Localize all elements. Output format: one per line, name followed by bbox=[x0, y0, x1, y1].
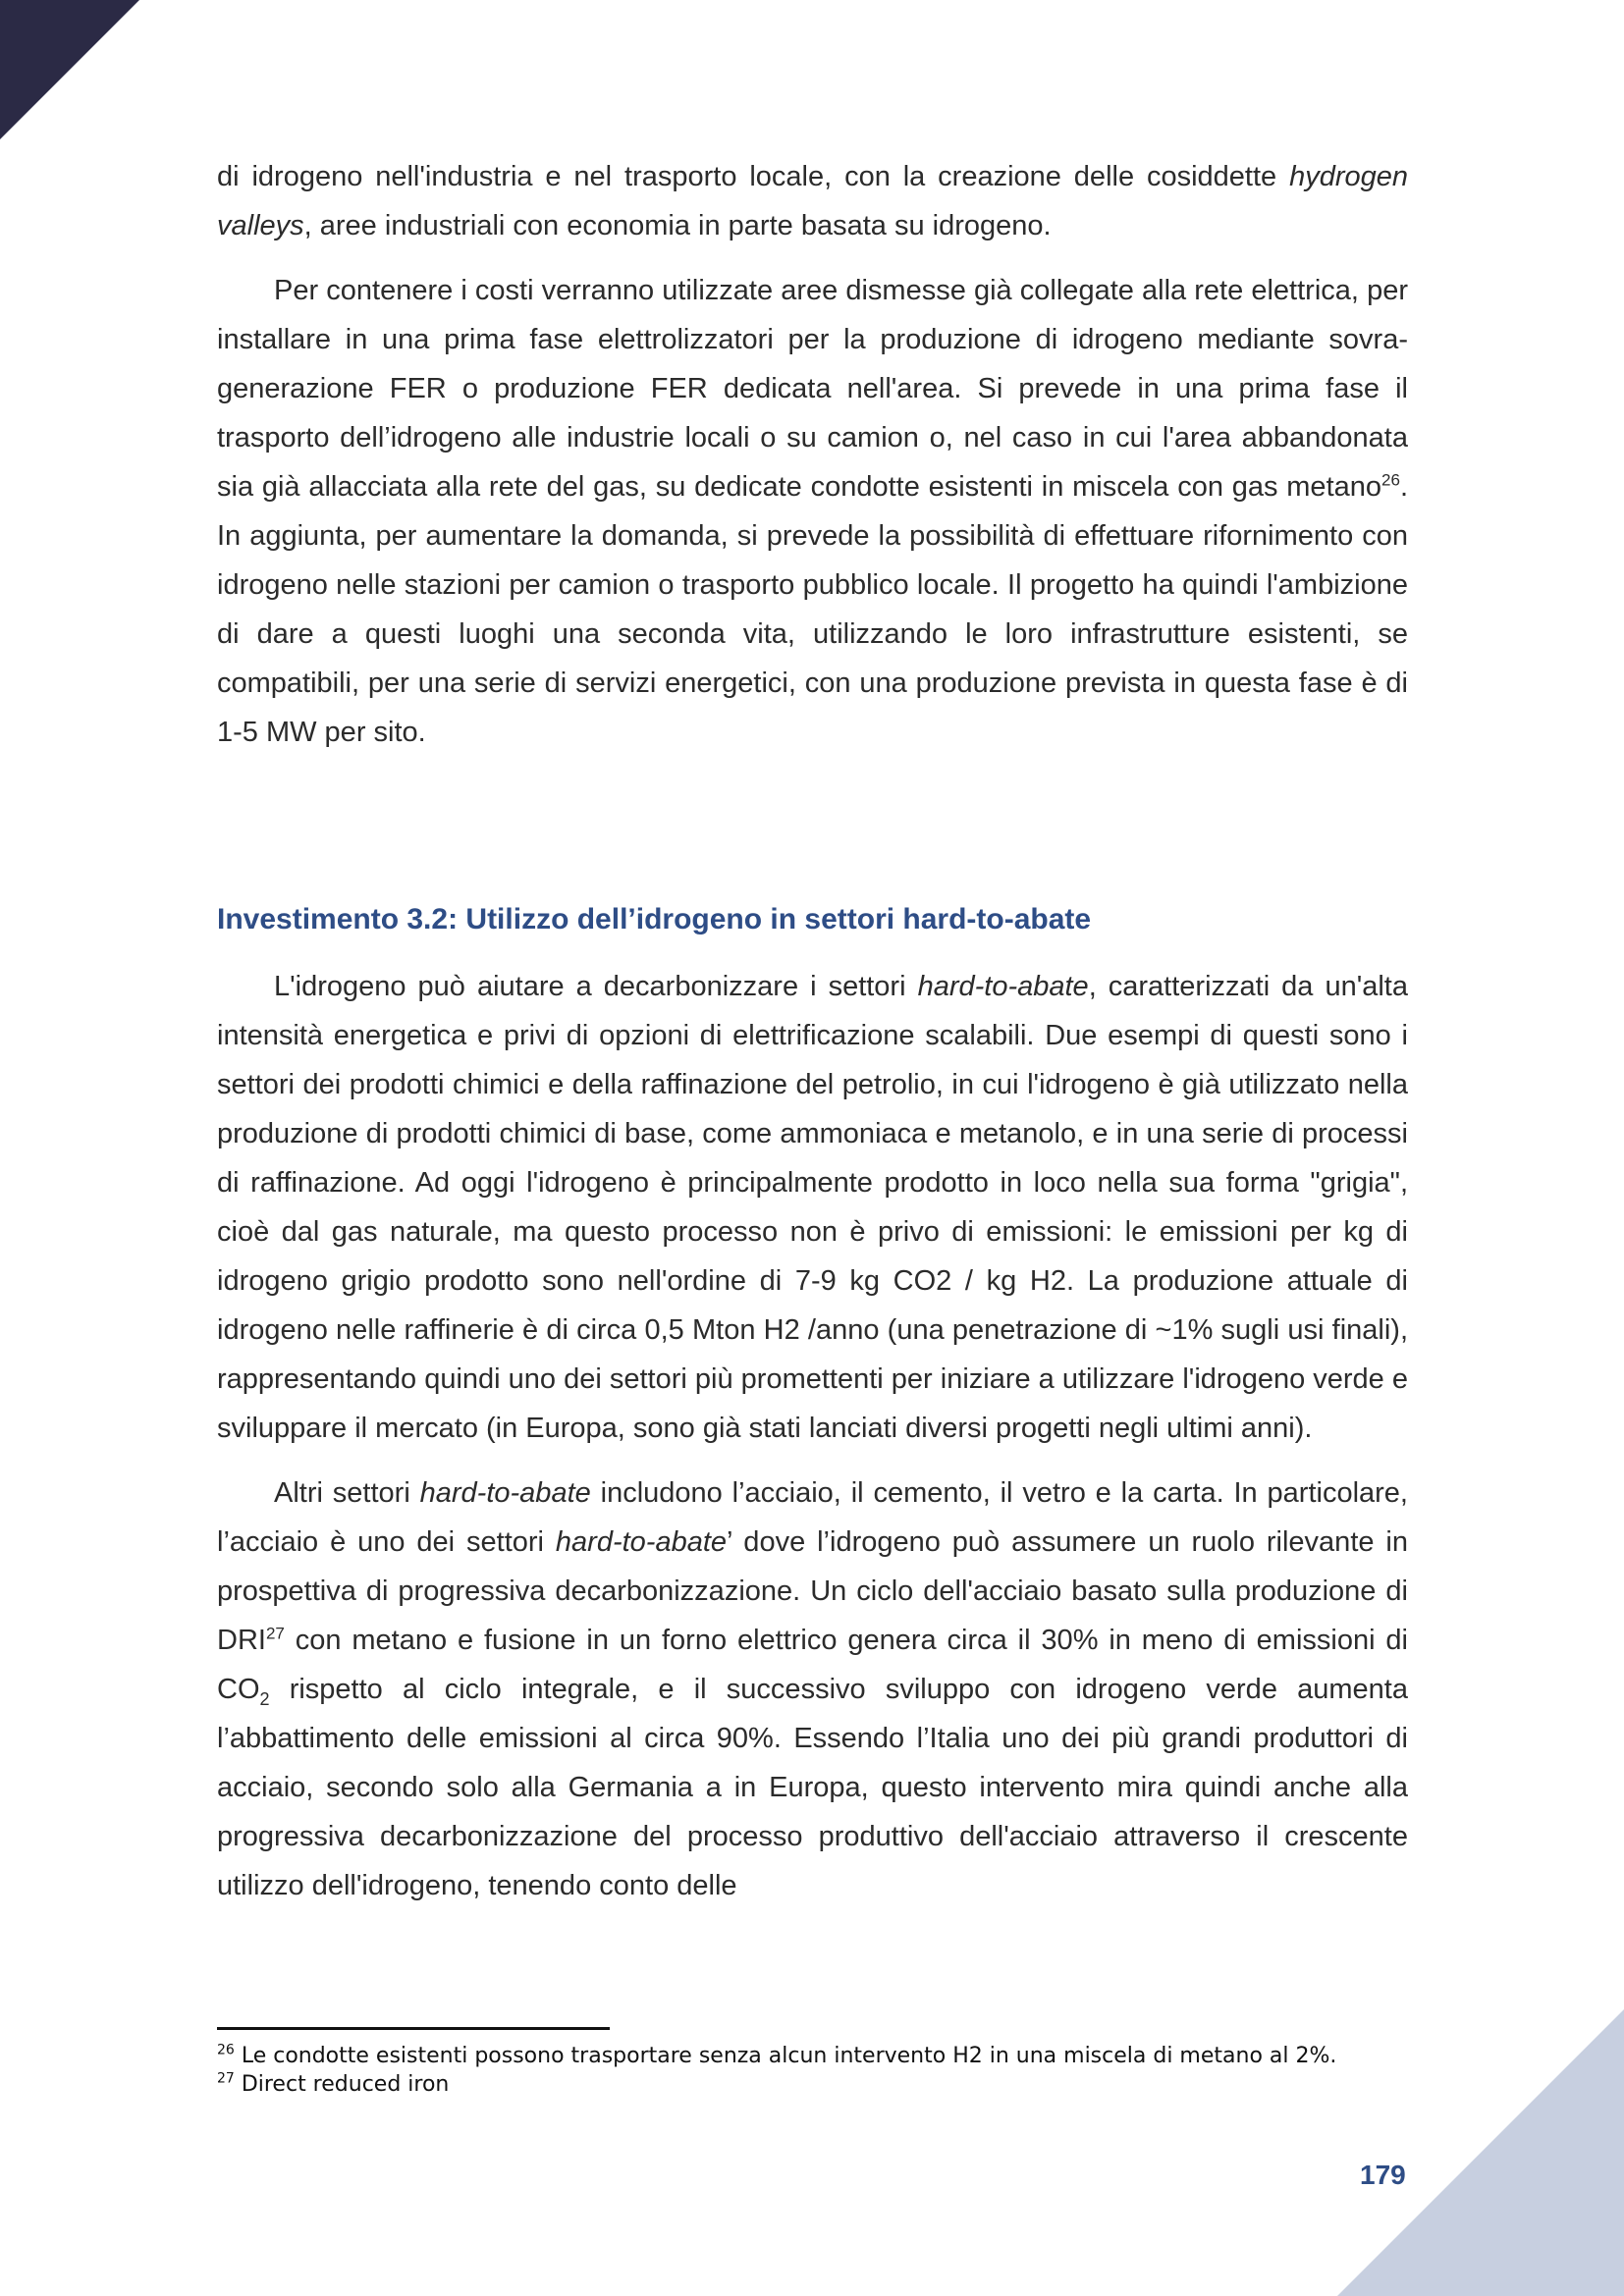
page-number: 179 bbox=[1360, 2160, 1406, 2190]
footnote-ref[interactable]: 27 bbox=[265, 1624, 285, 1643]
section-heading: Investimento 3.2: Utilizzo dell’idrogeno in settori hard-to-abate bbox=[217, 903, 1092, 935]
italic-term: hard-to-abate bbox=[419, 1477, 591, 1509]
paragraph-1 bbox=[217, 152, 1408, 250]
paragraph-3 bbox=[217, 962, 1408, 1453]
text-span: L'idrogeno può aiutare a decarbonizzare i settori bbox=[274, 971, 918, 1002]
italic-term: hydrogen valleys bbox=[217, 161, 1408, 241]
text-span: con metano e fusione in un forno elettrico genera circa il 30% in meno di emissioni di CO bbox=[217, 1625, 1408, 1705]
footnote-26 bbox=[217, 2042, 1408, 2070]
text-span: , caratterizzati da un'alta intensità energetica e privi di opzioni di elettrificazione scalabili. Due esempi di questi sono i settori dei prodotti chimici e della raffinazione del petrolio, in cui l'idrogeno è già utilizzato nella produzione di prodotti chimici di base, come ammoniaca e metanolo, e in una serie di processi di raffinazione. Ad oggi l'idrogeno è principalmente prodotto in loco nella sua forma "grigia", cioè dal gas naturale, ma questo processo non è privo di emissioni: le emissioni per kg di idrogeno grigio prodotto sono nell'ordine di 7-9 kg CO2 / kg H2. La produzione attuale di idrogeno nelle raffinerie è di circa 0,5 Mton H2 /anno (una penetrazione di ~1% sugli usi finali), rappresentando quindi uno dei settori più promettenti per iniziare a utilizzare l'idrogeno verde e sviluppare il mercato (in Europa, sono già stati lanciati diversi progetti negli ultimi anni). bbox=[217, 971, 1408, 1444]
paragraph-2 bbox=[217, 266, 1408, 757]
footnote-text: Le condotte esistenti possono trasportare senza alcun intervento H2 in una miscela di metano al 2%. bbox=[234, 2044, 1337, 2068]
text-span: Altri settori bbox=[274, 1477, 420, 1509]
footnote-divider bbox=[217, 2027, 610, 2030]
text-span: includono l’acciaio, il cemento, il vetro e la carta. In particolare, l’acciaio è uno dei settori bbox=[217, 1477, 1408, 1558]
subscript: 2 bbox=[259, 1688, 270, 1709]
footnotes bbox=[217, 2042, 1408, 2099]
footnote-number: 27 bbox=[217, 2070, 235, 2087]
italic-term: hard-to-abate bbox=[555, 1526, 728, 1558]
footnote-number: 26 bbox=[217, 2042, 235, 2058]
italic-term: hard-to-abate bbox=[917, 971, 1089, 1002]
text-span: rispetto al ciclo integrale, e il successivo sviluppo con idrogeno verde aumenta l’abbattimento delle emissioni al circa 90%. Essendo l’Italia uno dei più grandi produttori di acciaio, secondo solo alla Germania a in Europa, questo intervento mira quindi anche alla progressiva decarbonizzazione del processo produttivo dell'acciaio attraverso il crescente utilizzo dell'idrogeno, tenendo conto delle bbox=[217, 1674, 1408, 1901]
footnote-27 bbox=[217, 2070, 1408, 2099]
corner-decoration-top-left bbox=[0, 0, 139, 139]
body-text-bottom bbox=[217, 962, 1408, 1926]
text-span: ’ dove l’idrogeno può assumere un ruolo rilevante in prospettiva di progressiva decarbonizzazione. Un ciclo dell'acciaio basato sulla produzione di DRI bbox=[217, 1526, 1408, 1656]
paragraph-4 bbox=[217, 1468, 1408, 1910]
text-span: Per contenere i costi verranno utilizzate aree dismesse già collegate alla rete elettrica, per installare in una prima fase elettrolizzatori per la produzione di idrogeno mediante sovra-generazione FER o produzione FER dedicata nell'area. Si prevede in una prima fase il trasporto dell’idrogeno alle industrie locali o su camion o, nel caso in cui l'area abbandonata sia già allacciata alla rete del gas, su dedicate condotte esistenti in miscela con gas metano bbox=[217, 275, 1408, 503]
text-span: , aree industriali con economia in parte basata su idrogeno. bbox=[303, 210, 1052, 241]
footnote-text: Direct reduced iron bbox=[234, 2072, 450, 2097]
body-text-top bbox=[217, 152, 1408, 773]
text-span: di idrogeno nell'industria e nel trasporto locale, con la creazione delle cosiddette bbox=[217, 161, 1290, 192]
text-span: . In aggiunta, per aumentare la domanda, si prevede la possibilità di effettuare rifornimento con idrogeno nelle stazioni per camion o trasporto pubblico locale. Il progetto ha quindi l'ambizione di dare a questi luoghi una seconda vita, utilizzando le loro infrastrutture esistenti, se compatibili, per una serie di servizi energetici, con una produzione prevista in questa fase è di 1-5 MW per sito. bbox=[217, 471, 1408, 748]
footnote-ref[interactable]: 26 bbox=[1381, 470, 1400, 490]
